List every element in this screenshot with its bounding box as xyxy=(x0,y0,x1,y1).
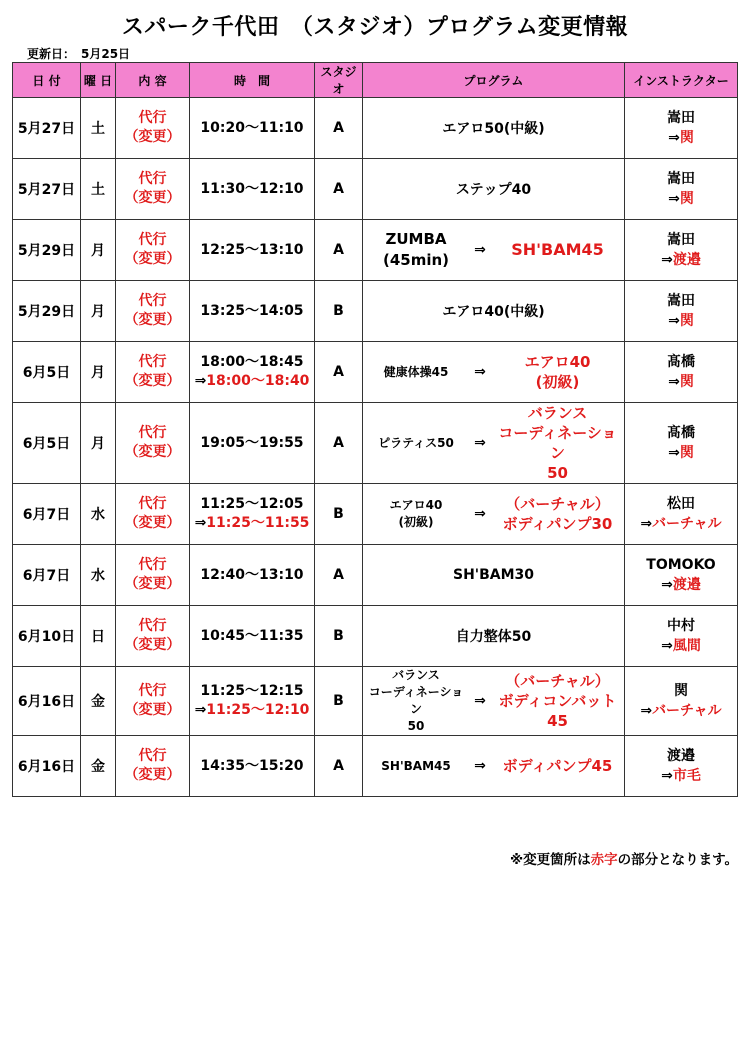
cell-date: 6月5日 xyxy=(13,403,81,484)
cell-program: エアロ50(中級) xyxy=(363,98,625,159)
cell-program: 自力整体50 xyxy=(363,606,625,667)
cell-time: 18:00～18:45 ⇒18:00～18:40 xyxy=(190,342,315,403)
cell-instructor: 嵩田 ⇒関 xyxy=(625,281,738,342)
cell-content: 代行 （変更） xyxy=(116,606,190,667)
cell-date: 6月16日 xyxy=(13,736,81,797)
cell-instructor: 嵩田 ⇒関 xyxy=(625,98,738,159)
cell-content: 代行 （変更） xyxy=(116,545,190,606)
footnote: ※変更箇所は赤字の部分となります。 xyxy=(509,852,738,868)
header-program: プログラム xyxy=(363,63,625,98)
cell-time: 14:35～15:20 xyxy=(190,736,315,797)
cell-date: 5月27日 xyxy=(13,159,81,220)
cell-program: エアロ40 (初級) ⇒ （バーチャル） ボディパンプ30 xyxy=(363,484,625,545)
cell-content: 代行 （変更） xyxy=(116,98,190,159)
cell-date: 6月7日 xyxy=(13,484,81,545)
table-row xyxy=(13,220,738,281)
cell-date: 5月27日 xyxy=(13,98,81,159)
cell-program: ZUMBA (45min) ⇒ SH'BAM45 xyxy=(363,220,625,281)
cell-studio: B xyxy=(315,484,363,545)
cell-program: 健康体操45 ⇒ エアロ40 (初級) xyxy=(363,342,625,403)
cell-date: 5月29日 xyxy=(13,220,81,281)
cell-time: 12:25～13:10 xyxy=(190,220,315,281)
cell-studio: A xyxy=(315,736,363,797)
updated-date: 更新日： 5月25日 xyxy=(27,47,131,61)
cell-instructor: TOMOKO ⇒渡邉 xyxy=(625,545,738,606)
cell-day: 日 xyxy=(81,606,116,667)
cell-day: 土 xyxy=(81,98,116,159)
cell-instructor: 嵩田 ⇒渡邉 xyxy=(625,220,738,281)
cell-time: 11:25～12:05 ⇒11:25～11:55 xyxy=(190,484,315,545)
cell-date: 6月10日 xyxy=(13,606,81,667)
header-studio: スタジオ xyxy=(315,63,363,98)
cell-content: 代行 （変更） xyxy=(116,484,190,545)
cell-date: 6月5日 xyxy=(13,342,81,403)
cell-time: 11:25～12:15 ⇒11:25～12:10 xyxy=(190,667,315,736)
cell-program: バランス コーディネーション 50 ⇒ （バーチャル） ボディコンバット45 xyxy=(363,667,625,736)
cell-content: 代行 （変更） xyxy=(116,342,190,403)
table-row xyxy=(13,281,738,342)
cell-instructor: 嵩田 ⇒関 xyxy=(625,159,738,220)
cell-studio: A xyxy=(315,98,363,159)
cell-studio: B xyxy=(315,281,363,342)
cell-time: 11:30～12:10 xyxy=(190,159,315,220)
cell-instructor: 渡邉 ⇒市毛 xyxy=(625,736,738,797)
cell-content: 代行 （変更） xyxy=(116,281,190,342)
cell-program: SH'BAM30 xyxy=(363,545,625,606)
cell-instructor: 中村 ⇒風間 xyxy=(625,606,738,667)
header-date: 日 付 xyxy=(13,63,81,98)
cell-instructor: 髙橋 ⇒関 xyxy=(625,342,738,403)
cell-instructor: 関 ⇒バーチャル xyxy=(625,667,738,736)
cell-day: 月 xyxy=(81,342,116,403)
cell-time: 19:05～19:55 xyxy=(190,403,315,484)
table-row xyxy=(13,736,738,797)
table-row xyxy=(13,159,738,220)
table-row xyxy=(13,403,738,484)
cell-program: エアロ40(中級) xyxy=(363,281,625,342)
cell-studio: A xyxy=(315,403,363,484)
cell-content: 代行 （変更） xyxy=(116,159,190,220)
cell-day: 金 xyxy=(81,736,116,797)
table-row xyxy=(13,98,738,159)
cell-instructor: 髙橋 ⇒関 xyxy=(625,403,738,484)
page-title: スパーク千代田 （スタジオ）プログラム変更情報 xyxy=(121,15,629,40)
cell-content: 代行 （変更） xyxy=(116,736,190,797)
cell-studio: A xyxy=(315,545,363,606)
header-day: 曜 日 xyxy=(81,63,116,98)
table-row xyxy=(13,667,738,736)
cell-day: 月 xyxy=(81,220,116,281)
cell-day: 月 xyxy=(81,403,116,484)
table-header-row xyxy=(13,63,738,98)
cell-studio: B xyxy=(315,606,363,667)
cell-program: ステップ40 xyxy=(363,159,625,220)
table-row xyxy=(13,342,738,403)
cell-date: 6月16日 xyxy=(13,667,81,736)
cell-studio: B xyxy=(315,667,363,736)
cell-instructor: 松田 ⇒バーチャル xyxy=(625,484,738,545)
cell-time: 10:20～11:10 xyxy=(190,98,315,159)
cell-day: 土 xyxy=(81,159,116,220)
cell-studio: A xyxy=(315,220,363,281)
table-row xyxy=(13,606,738,667)
cell-day: 水 xyxy=(81,484,116,545)
table-row xyxy=(13,545,738,606)
table-row xyxy=(13,484,738,545)
cell-day: 月 xyxy=(81,281,116,342)
cell-program: SH'BAM45 ⇒ ボディパンプ45 xyxy=(363,736,625,797)
cell-date: 5月29日 xyxy=(13,281,81,342)
header-instructor: インストラクター xyxy=(625,63,738,98)
header-time: 時 間 xyxy=(190,63,315,98)
cell-studio: A xyxy=(315,342,363,403)
cell-content: 代行 （変更） xyxy=(116,403,190,484)
cell-day: 水 xyxy=(81,545,116,606)
header-content: 内 容 xyxy=(116,63,190,98)
schedule-table xyxy=(12,62,738,797)
cell-program: ピラティス50 ⇒ バランス コーディネーション 50 xyxy=(363,403,625,484)
cell-day: 金 xyxy=(81,667,116,736)
cell-time: 12:40～13:10 xyxy=(190,545,315,606)
cell-time: 13:25～14:05 xyxy=(190,281,315,342)
cell-studio: A xyxy=(315,159,363,220)
cell-content: 代行 （変更） xyxy=(116,667,190,736)
cell-content: 代行 （変更） xyxy=(116,220,190,281)
cell-time: 10:45～11:35 xyxy=(190,606,315,667)
cell-date: 6月7日 xyxy=(13,545,81,606)
